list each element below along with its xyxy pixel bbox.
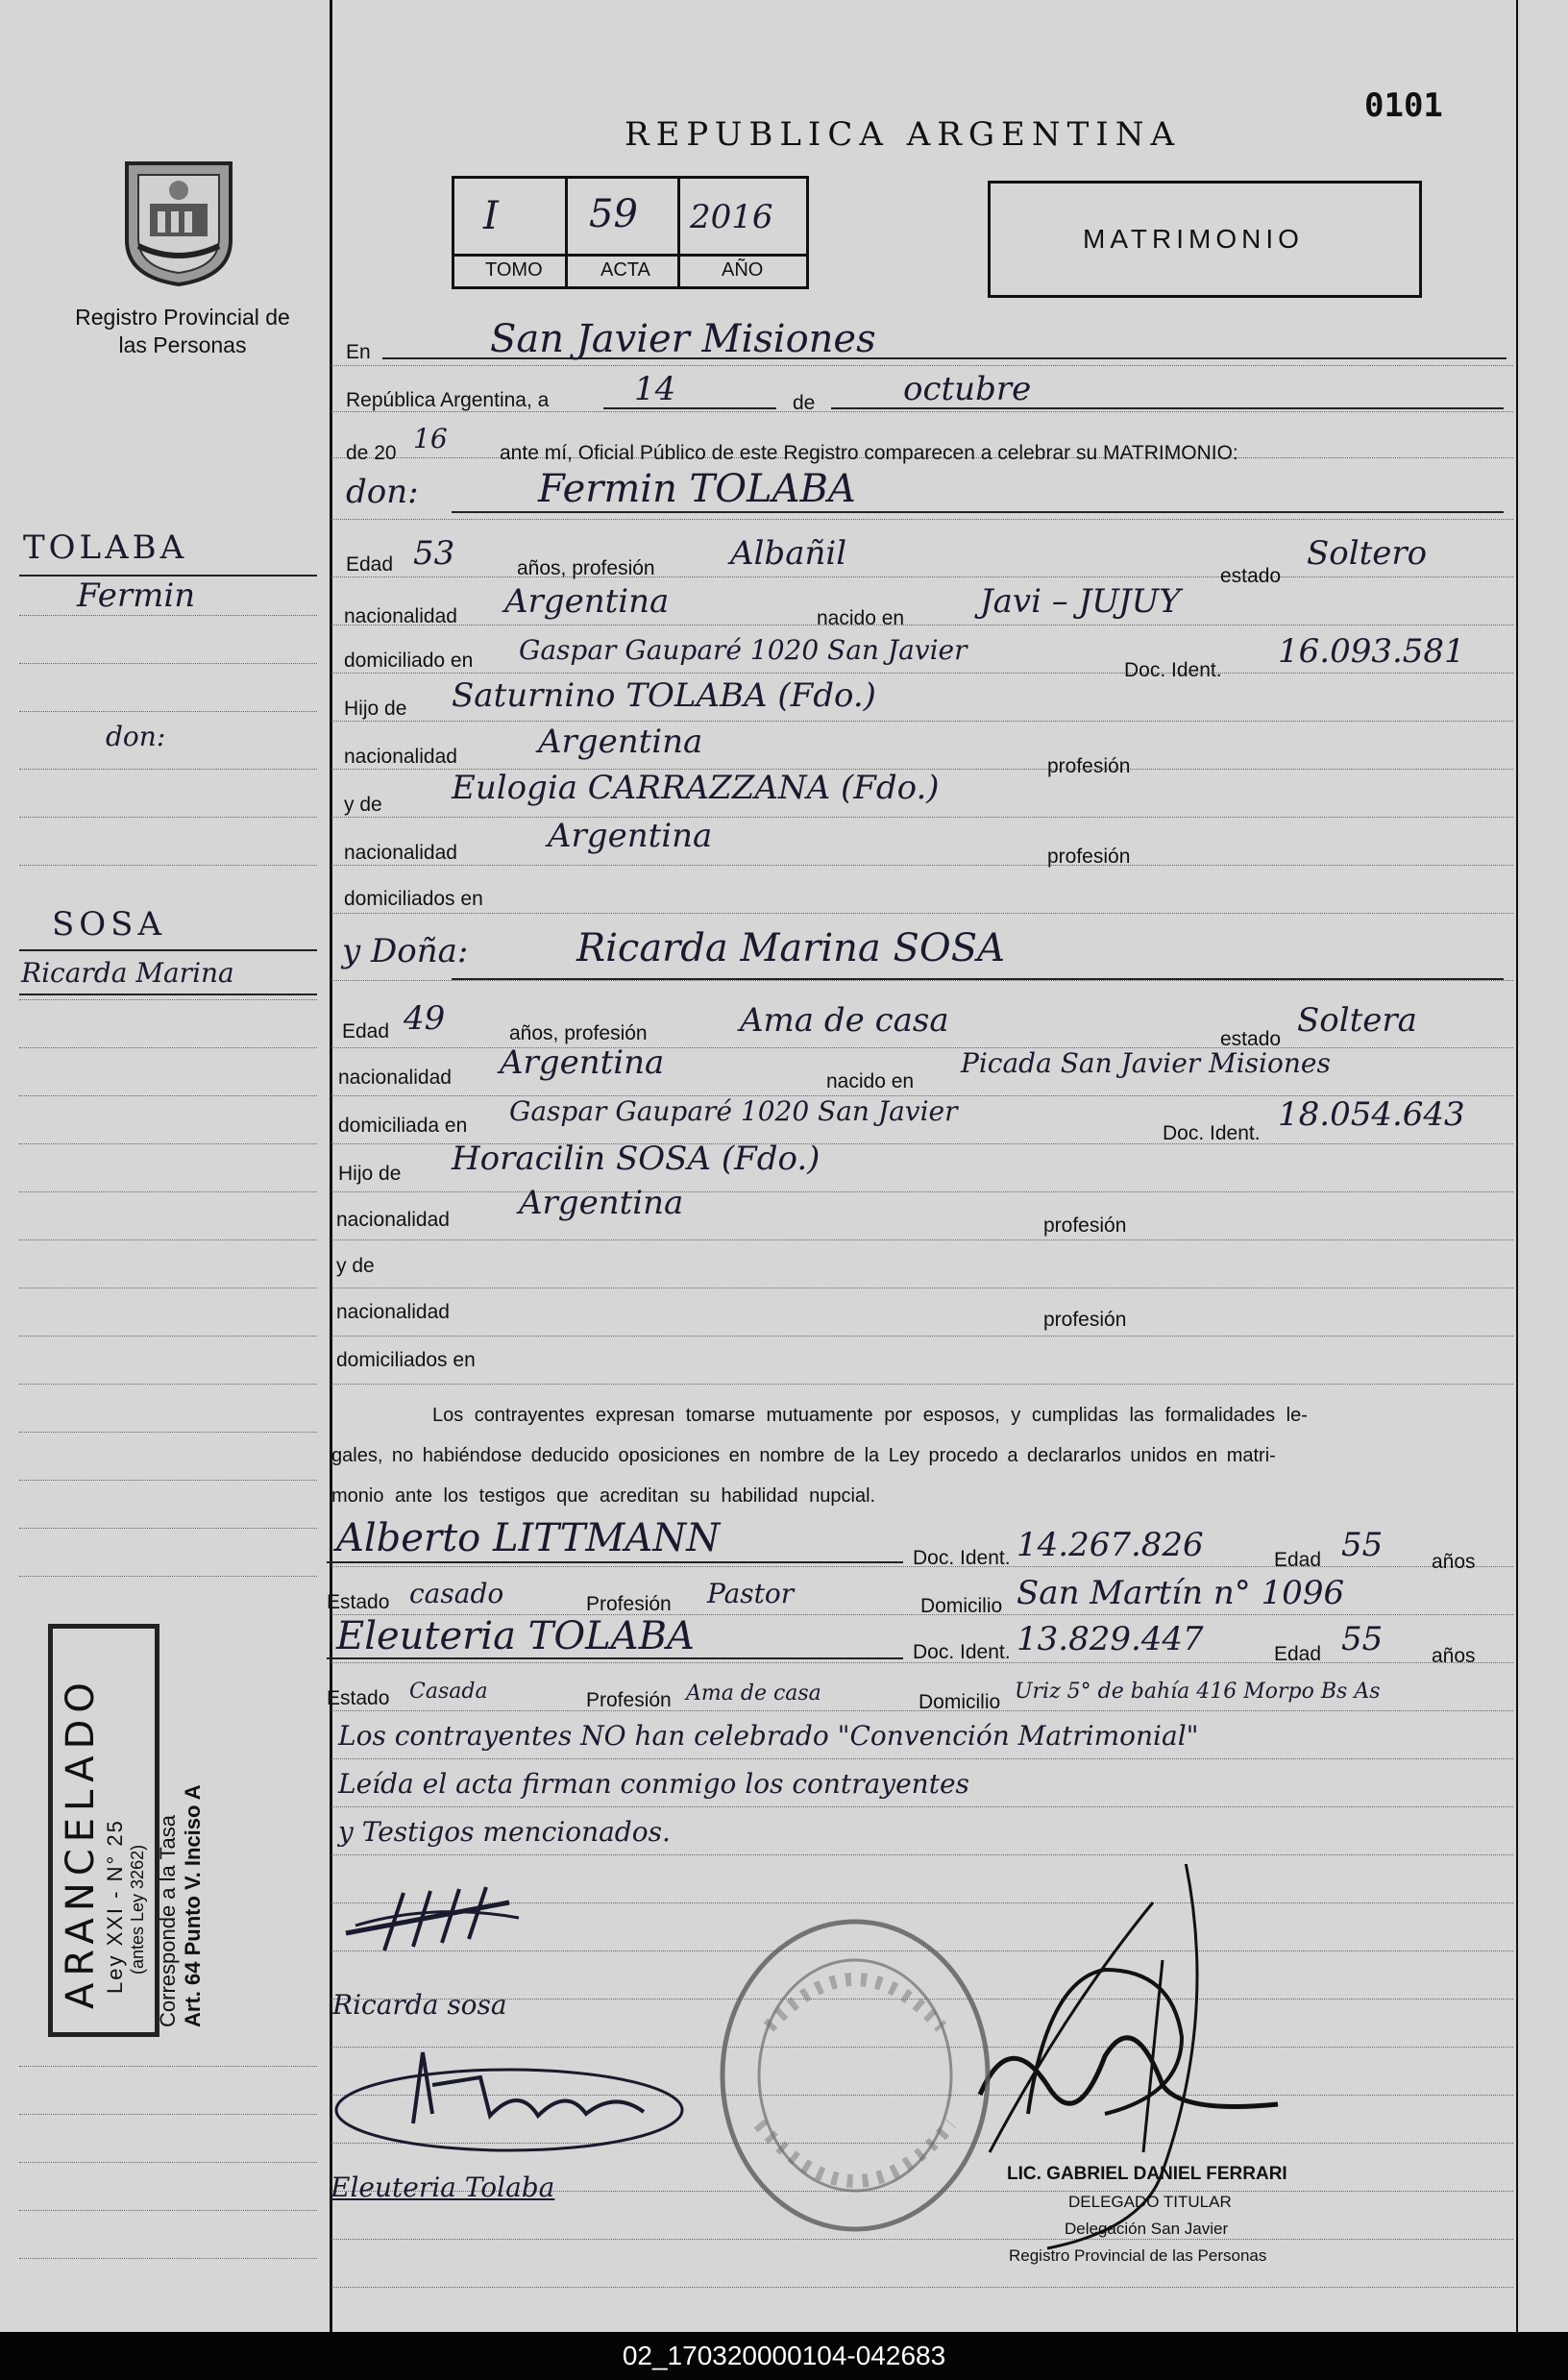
bride-estado-label: estado bbox=[1220, 1028, 1282, 1050]
bride-anios-prof-label: años, profesión bbox=[509, 1022, 648, 1044]
bride-madre-nac-label: nacionalidad bbox=[336, 1301, 450, 1323]
notes-line1: Los contrayentes NO han celebrado "Convención Matrimonial" bbox=[338, 1720, 1199, 1752]
bride-nacido-label: nacido en bbox=[826, 1070, 915, 1092]
bride-signature: Ricarda sosa bbox=[332, 1989, 507, 2021]
bride-doc-label: Doc. Ident. bbox=[1163, 1122, 1261, 1144]
groom-doc: 16.093.581 bbox=[1278, 632, 1465, 671]
groom-estado-label: estado bbox=[1220, 565, 1282, 587]
groom-madre: Eulogia CARRAZZANA (Fdo.) bbox=[452, 769, 940, 807]
day: 14 bbox=[634, 370, 676, 408]
month: octubre bbox=[903, 370, 1032, 408]
year-prefix: de 20 bbox=[346, 442, 397, 464]
bride-domiciliada-label: domiciliada en bbox=[338, 1115, 468, 1137]
bride-nacionalidad: Argentina bbox=[500, 1043, 665, 1082]
groom-nacido-label: nacido en bbox=[817, 607, 905, 629]
witness2-doc: 13.829.447 bbox=[1017, 1620, 1204, 1658]
comparecen-text: ante mí, Oficial Público de este Registro comparecen a celebrar su MATRIMONIO: bbox=[500, 442, 1238, 464]
bride-profesion: Ama de casa bbox=[740, 1001, 949, 1040]
witness1-name: Alberto LITTMANN bbox=[336, 1516, 721, 1560]
notes-line3: y Testigos mencionados. bbox=[338, 1816, 671, 1848]
anio-value: 2016 bbox=[690, 198, 773, 236]
bride-doc: 18.054.643 bbox=[1278, 1095, 1465, 1134]
witness1-edad: 55 bbox=[1341, 1526, 1384, 1564]
groom-padre-nac: Argentina bbox=[538, 723, 703, 761]
groom-margin-title: don: bbox=[106, 721, 166, 752]
groom-padre-nac-label: nacionalidad bbox=[344, 746, 457, 768]
bride-edad: 49 bbox=[404, 999, 446, 1038]
witness2-domicilio-label: Domicilio bbox=[919, 1691, 1001, 1713]
witness1-signature bbox=[336, 2052, 682, 2150]
acta-label: ACTA bbox=[600, 259, 650, 281]
witness1-estado-label: Estado bbox=[327, 1591, 390, 1613]
bride-padre-prof-label: profesión bbox=[1043, 1215, 1127, 1237]
groom-padre-prof-label: profesión bbox=[1047, 755, 1131, 777]
bride-domiciliados-label: domiciliados en bbox=[336, 1349, 476, 1371]
groom-profesion: Albañil bbox=[730, 534, 847, 573]
acta-value: 59 bbox=[589, 192, 638, 236]
witness1-edad-label: Edad bbox=[1274, 1549, 1322, 1571]
witness2-profesion-label: Profesión bbox=[586, 1689, 672, 1711]
groom-nacionalidad: Argentina bbox=[504, 582, 670, 621]
witness1-anios-label: años bbox=[1432, 1551, 1476, 1573]
country-title: REPUBLICA ARGENTINA bbox=[625, 115, 1182, 154]
officer-role: DELEGADO TITULAR bbox=[1068, 2193, 1232, 2211]
witness2-estado: Casada bbox=[409, 1680, 488, 1704]
tomo-label: TOMO bbox=[485, 259, 543, 281]
bride-name: Ricarda Marina SOSA bbox=[576, 926, 1005, 970]
arancelado-articulo: Art. 64 Punto V. Inciso A bbox=[181, 1784, 205, 2027]
officer-registry: Registro Provincial de las Personas bbox=[1009, 2246, 1267, 2265]
bride-estado: Soltera bbox=[1297, 1001, 1417, 1040]
groom-madre-nac: Argentina bbox=[548, 817, 713, 855]
groom-title: don: bbox=[346, 473, 419, 511]
arancelado-stamp-border bbox=[48, 1624, 159, 2037]
groom-margin-surname: TOLABA bbox=[23, 528, 188, 567]
witness1-doc-label: Doc. Ident. bbox=[913, 1547, 1011, 1569]
groom-nacido: Javi – JUJUY bbox=[980, 582, 1181, 621]
witness1-estado: casado bbox=[409, 1578, 504, 1609]
arancelado-title: ARANCELADO bbox=[59, 1676, 103, 2009]
bride-margin-surname: SOSA bbox=[52, 905, 167, 944]
witness2-name: Eleuteria TOLABA bbox=[336, 1614, 695, 1658]
officer-office: Delegación San Javier bbox=[1065, 2220, 1229, 2238]
notes-line2: Leída el acta firman conmigo los contrayentes bbox=[338, 1768, 969, 1800]
bride-padre: Horacilin SOSA (Fdo.) bbox=[452, 1140, 821, 1178]
groom-padre: Saturnino TOLABA (Fdo.) bbox=[452, 676, 876, 715]
registry-name: Registro Provincial de las Personas bbox=[75, 305, 290, 357]
groom-hijo-label: Hijo de bbox=[344, 698, 407, 720]
official-seal-icon bbox=[711, 1912, 999, 2239]
declaration-line2: gales, no habiéndose deducido oposiciones en nombre de la Ley procedo a declararlos unidos en matri- bbox=[331, 1445, 1276, 1466]
witness1-profesion-label: Profesión bbox=[586, 1593, 672, 1615]
bride-domicilio: Gaspar Gauparé 1020 San Javier bbox=[509, 1095, 958, 1127]
declaration-line3: monio ante los testigos que acreditan su habilidad nupcial. bbox=[331, 1485, 876, 1507]
groom-edad-label: Edad bbox=[346, 553, 394, 576]
witness2-signature: Eleuteria Tolaba bbox=[331, 2171, 555, 2203]
tomo-value: I bbox=[483, 194, 499, 238]
groom-domiciliado-label: domiciliado en bbox=[344, 650, 474, 672]
bride-nacionalidad-label: nacionalidad bbox=[338, 1067, 452, 1089]
witness2-profesion: Ama de casa bbox=[686, 1681, 821, 1705]
arancelado-ley: Ley XXI - N° 25 bbox=[103, 1819, 127, 1994]
page-number: 0101 bbox=[1364, 86, 1443, 125]
bride-yde-label: y de bbox=[336, 1255, 375, 1277]
groom-doc-label: Doc. Ident. bbox=[1124, 659, 1222, 681]
place: San Javier Misiones bbox=[490, 317, 876, 361]
groom-signature-mark bbox=[346, 1887, 519, 1951]
groom-domicilio: Gaspar Gauparé 1020 San Javier bbox=[519, 634, 968, 666]
witness2-anios-label: años bbox=[1432, 1645, 1476, 1667]
bride-padre-nac-label: nacionalidad bbox=[336, 1209, 450, 1231]
en-label: En bbox=[346, 341, 371, 363]
groom-estado: Soltero bbox=[1307, 534, 1428, 573]
doc-type: MATRIMONIO bbox=[1083, 224, 1304, 254]
arancelado-stamp bbox=[48, 1605, 205, 2037]
bride-edad-label: Edad bbox=[342, 1020, 390, 1043]
groom-madre-nac-label: nacionalidad bbox=[344, 842, 457, 864]
bride-padre-nac: Argentina bbox=[519, 1184, 684, 1222]
document-id-footer: 02_170320000104-042683 bbox=[0, 2332, 1568, 2380]
bride-madre-prof-label: profesión bbox=[1043, 1309, 1127, 1331]
witness1-profesion: Pastor bbox=[707, 1578, 795, 1609]
witness2-estado-label: Estado bbox=[327, 1687, 390, 1709]
bride-title: y Doña: bbox=[342, 932, 469, 970]
declaration-line1: Los contrayentes expresan tomarse mutuamente por esposos, y cumplidas las formalidades le- bbox=[432, 1405, 1308, 1426]
groom-name: Fermin TOLABA bbox=[538, 467, 856, 511]
witness1-domicilio: San Martín n° 1096 bbox=[1017, 1574, 1345, 1612]
bride-hijo-label: Hijo de bbox=[338, 1163, 402, 1185]
officer-name: LIC. GABRIEL DANIEL FERRARI bbox=[1007, 2164, 1287, 2184]
bride-nacido: Picada San Javier Misiones bbox=[961, 1047, 1331, 1079]
witness2-edad: 55 bbox=[1341, 1620, 1384, 1658]
groom-yde-label: y de bbox=[344, 794, 382, 816]
arancelado-antes: (antes Ley 3262) bbox=[128, 1844, 147, 1975]
witness2-domicilio: Uriz 5° de bahía 416 Morpo Bs As bbox=[1015, 1680, 1381, 1704]
de-label: de bbox=[793, 392, 816, 414]
officer-signature bbox=[980, 1864, 1278, 2248]
witness1-doc: 14.267.826 bbox=[1017, 1526, 1204, 1564]
groom-domiciliados-label: domiciliados en bbox=[344, 888, 483, 910]
groom-edad: 53 bbox=[413, 534, 455, 573]
witness2-doc-label: Doc. Ident. bbox=[913, 1641, 1011, 1663]
year-suffix: 16 bbox=[413, 423, 448, 454]
arancelado-corresponde: Corresponde a la Tasa bbox=[156, 1815, 180, 2027]
witness1-domicilio-label: Domicilio bbox=[920, 1595, 1003, 1617]
witness2-edad-label: Edad bbox=[1274, 1643, 1322, 1665]
anio-label: AÑO bbox=[722, 259, 764, 281]
bride-margin-given: Ricarda Marina bbox=[21, 957, 234, 989]
groom-nacionalidad-label: nacionalidad bbox=[344, 605, 457, 627]
groom-anios-prof-label: años, profesión bbox=[517, 557, 655, 579]
groom-margin-given: Fermin bbox=[77, 577, 196, 615]
republica-label: República Argentina, a bbox=[346, 389, 550, 411]
groom-madre-prof-label: profesión bbox=[1047, 846, 1131, 868]
